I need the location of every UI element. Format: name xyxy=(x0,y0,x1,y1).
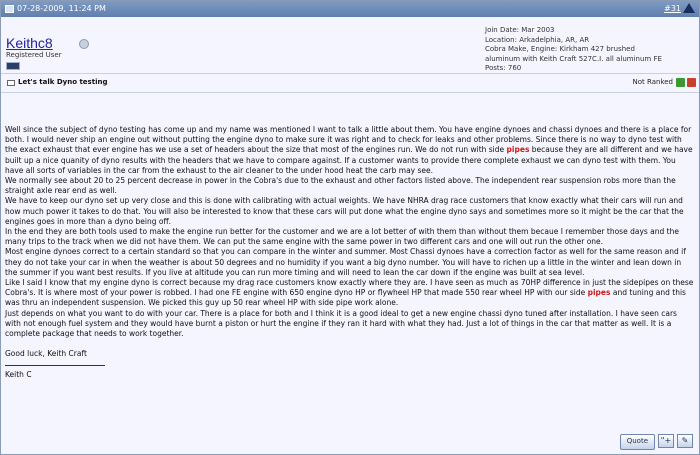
user-info-row xyxy=(1,17,699,74)
rank-down-icon[interactable] xyxy=(687,78,696,87)
thread-icon xyxy=(7,80,15,86)
post-paragraph: Most engine dynoes correct to a certain standard so that you can compare in the winter and summer. Most Chassi dynoes have a correction factor as well for the same reason and if they do not take your car in when the weather is about 50 degrees and no humidity if you want a big dyno number. You will have to richen up a little in the winter and lean down in the summer if you want best results. If you live at altitude you can run more timing and will need to lean the car down if the engine was built at sea level. xyxy=(5,247,686,277)
signature: Keith C xyxy=(5,370,32,380)
rank-up-icon[interactable] xyxy=(676,78,685,87)
rank-label: Not Ranked xyxy=(632,78,673,86)
post-title: Let's talk Dyno testing xyxy=(18,78,108,86)
pipes-link[interactable]: pipes xyxy=(506,145,530,155)
cobra-make: Cobra Make, Engine: Kirkham 427 brushed xyxy=(485,45,635,53)
post-number-link[interactable]: #31 xyxy=(664,4,681,13)
report-post-icon[interactable] xyxy=(683,3,695,13)
post-body xyxy=(5,125,695,381)
post-count: Posts: 760 xyxy=(485,64,522,72)
post-paragraph: We have to keep our dyno set up very close and this is done with calibrating with actual weights. We have NHRA drag race customers that know exactly what their cars will run and how much power it takes to do that. You will also be interested to know that these cars will put done what the engine dyno says and sometimes more so it might be the car that the engines goes in more than a dyno being off. xyxy=(5,196,684,226)
post-actions xyxy=(620,434,693,448)
pipes-link[interactable]: pipes xyxy=(587,288,611,298)
location: Location: Arkadelphia, AR, AR xyxy=(485,35,590,44)
join-date: Join Date: Mar 2003 xyxy=(485,26,555,34)
post-paragraph: Like I said I know that my engine dyno is correct because my drag race customers know exactly where they are. I have seen as much as 70HP difference in just the sidepipes on these Cobra's. It is where most of your power is robbed. I had one FE engine with 650 engine dyno HP or flywheel HP that made 550 rear wheel HP with our side pipes and tuning and this was thru an independent suspension. We picked this guy up 50 rear wheel HP with side pipe work alone. xyxy=(5,278,694,308)
post-title-row xyxy=(1,74,699,93)
engine: aluminum with Keith Craft 527C.I. all aluminum FE xyxy=(485,54,662,63)
post-status-icon xyxy=(5,5,14,13)
post-date: 07-28-2009, 11:24 PM xyxy=(17,4,106,13)
username-link[interactable]: Keithc8 xyxy=(6,35,53,51)
post-paragraph: Well since the subject of dyno testing has come up and my name was mentioned I want to talk a little about them. You have engine dynoes and chassi dynoes and there is a place for both. I would never ship an engine out without putting the engine dyno to make sure it was right and to check for leaks and other problems. Since there is no way to dyno test with the exact exhaust that ever engine has we use a set of headers about the size that most of the engines run. We do not run with side pipes because they are all different and we have built up a nice quanity of dyno results with the headers that we have to compare against. If a customer wants to provide there complete exhaust we can dyno test with them. You have all sorts of variables in the car from the exhaust to the air cleaner to the under hood heat the carb may see. xyxy=(5,125,693,175)
user-badge-icon xyxy=(6,62,20,70)
user-details xyxy=(485,26,695,74)
multiquote-icon[interactable]: "+ xyxy=(658,434,674,448)
quick-reply-icon[interactable]: ✎ xyxy=(677,434,693,448)
post-paragraph: We normally see about 20 to 25 percent decrease in power in the Cobra's due to the exhaust and other factors listed above. The independent rear suspension robs more than the straight axle rear end as well. xyxy=(5,176,676,196)
post-paragraph: Just depends on what you want to do with your car. There is a place for both and I think it is a good ideal to get a new engine chassi dyno tuned after installation. I have seen cars with not enough fuel system and they would have burnt a piston or hurt the engine if they ran it hard with what they had. Just a lot of things in the car that matter as well. It is a complete package that needs to work together. xyxy=(5,308,677,339)
post-paragraph: In the end they are both tools used to make the engine run better for the customer and we are a lot better of with them than without them becaue I remember those days and the many trips to the track when we did not have them. We can put the same engine with the same power in two different cars and one will out run the other one. xyxy=(5,227,679,247)
quote-button[interactable]: Quote xyxy=(620,434,655,450)
post-header-bar xyxy=(1,1,699,17)
signature-divider xyxy=(5,365,105,366)
online-status-icon xyxy=(79,39,89,49)
user-title: Registered User xyxy=(6,51,62,59)
closing-line: Good luck, Keith Craft xyxy=(5,349,87,359)
